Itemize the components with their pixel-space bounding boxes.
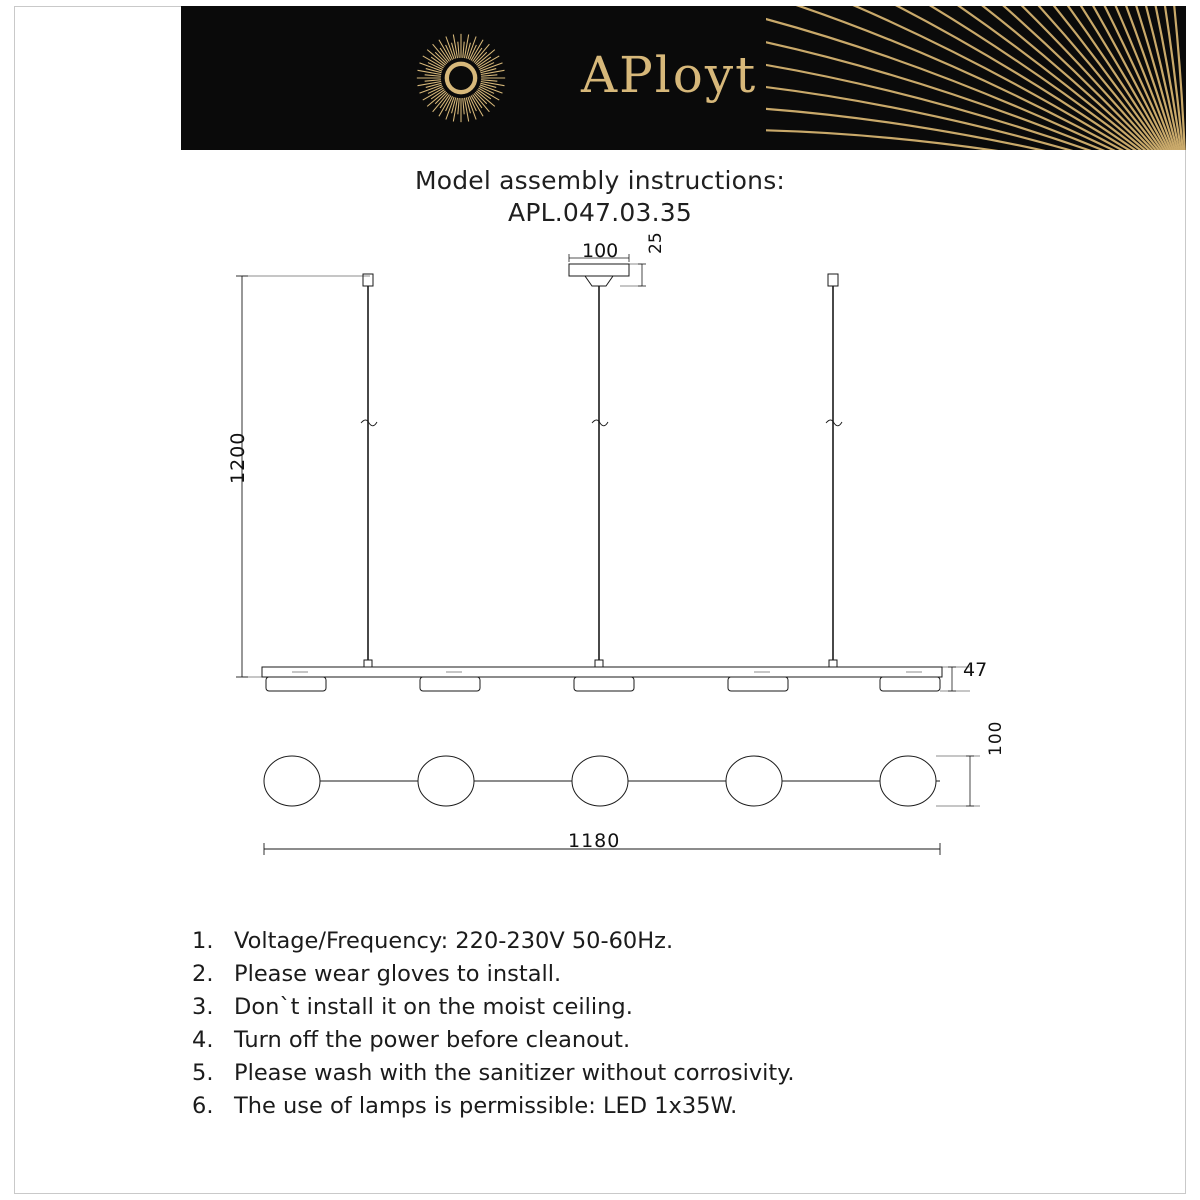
list-item <box>192 958 1092 991</box>
page-title: Model assembly instructions: <box>414 166 786 195</box>
list-item-number: 1. <box>192 928 214 954</box>
list-item-number: 4. <box>192 1027 214 1053</box>
sunburst-logo-icon <box>413 30 509 126</box>
drawing-canvas <box>180 236 1040 876</box>
dimension-canopy-height: 25 <box>646 232 666 254</box>
list-item-number: 3. <box>192 994 214 1020</box>
header-banner <box>181 6 1186 150</box>
list-item-number: 6. <box>192 1093 214 1119</box>
list-item-number: 5. <box>192 1060 214 1086</box>
decorative-fan-rays <box>766 6 1186 150</box>
brand-wordmark: APloyt <box>581 46 758 104</box>
list-item-text: Please wash with the sanitizer without corrosivity. <box>234 1060 795 1086</box>
instructions-list <box>192 925 1092 1123</box>
list-item-text: Turn off the power before cleanout. <box>234 1027 631 1053</box>
technical-drawing <box>180 232 1040 876</box>
list-item <box>192 991 1092 1024</box>
list-item-text: The use of lamps is permissible: LED 1x35W. <box>234 1093 738 1119</box>
list-item-text: Please wear gloves to install. <box>234 961 562 987</box>
list-item <box>192 925 1092 958</box>
model-number: APL.047.03.35 <box>508 198 692 227</box>
dimension-canopy-width: 100 <box>582 240 619 262</box>
list-item-text: Don`t install it on the moist ceiling. <box>234 994 633 1020</box>
list-item <box>192 1057 1092 1090</box>
dimension-bar-height: 47 <box>963 659 988 681</box>
dimension-shade-height: 100 <box>986 720 1006 756</box>
dimension-drop-height: 1200 <box>227 431 249 484</box>
list-item-text: Voltage/Frequency: 220-230V 50-60Hz. <box>234 928 674 954</box>
list-item <box>192 1024 1092 1057</box>
dimension-total-length: 1180 <box>568 830 621 852</box>
list-item <box>192 1090 1092 1123</box>
list-item-number: 2. <box>192 961 214 987</box>
